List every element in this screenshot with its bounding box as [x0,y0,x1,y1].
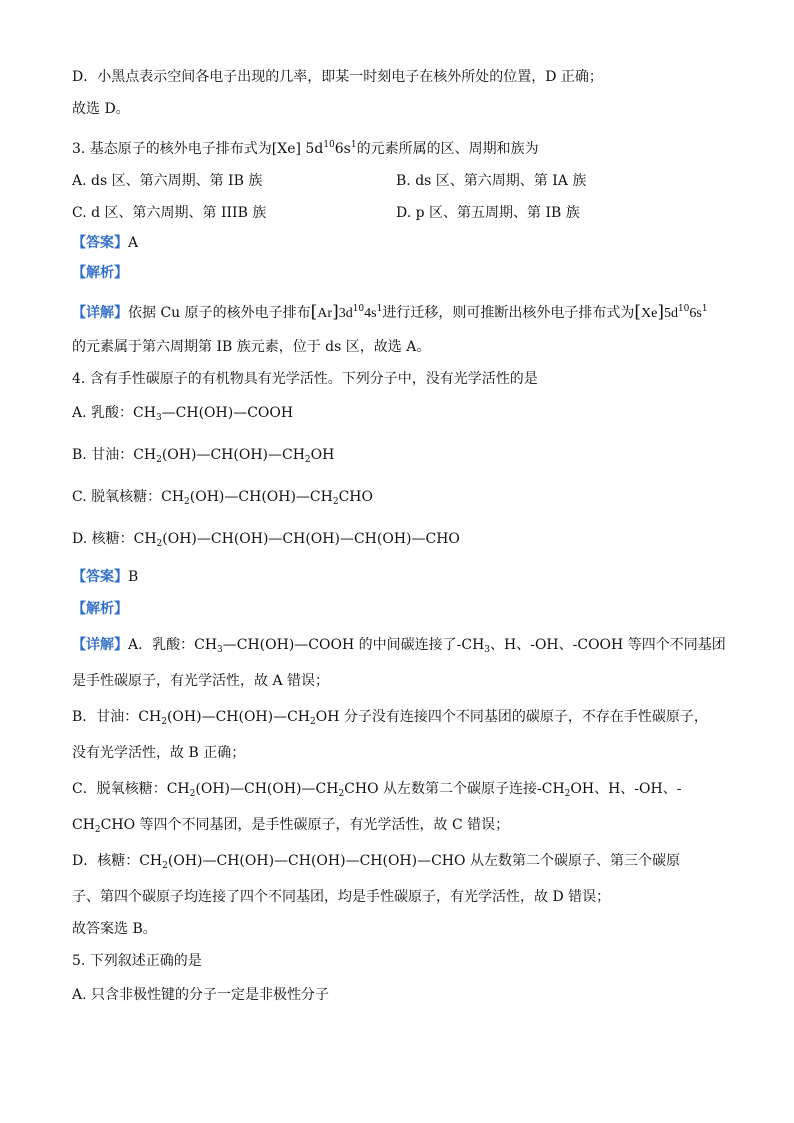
q4-conclusion: 故答案选 B。 [72,921,157,937]
q4-detail-a-cont: 是手性碳原子，有光学活性，故 A 错误； [72,673,330,689]
q4-option-d: D. 核糖：$CH_2(OH)—CH(OH)—CH(OH)—CH(OH)—CHO$ [72,531,460,549]
answer-label: 【答案】 [72,569,128,585]
q4-option-a: A. 乳酸：$CH_3—CH(OH)—COOH$ [72,405,294,423]
q3-detail: 【详解】依据 Cu 原子的核外电子排布$[Ar]3d^{10}4s^1$进行迁移，则可推断出核外电子排布式为$[Xe]5d^{10}6s^1$ [72,302,708,322]
q4-stem: 4. 含有手性碳原子的有机物具有光学活性。下列分子中，没有光学活性的是 [72,371,538,387]
q3-stem: 3. 基态原子的核外电子排布式为[Xe] $5d^{10}6s^1$的元素所属的区、周期和族为 [72,140,539,157]
q3-option-a: A. ds 区、第六周期、第 IB 族 [72,173,263,189]
q4-analysis-label: 【解析】 [72,601,128,617]
q3-answer: 【答案】A [72,235,139,251]
q4-detail-d-cont: 子、第四个碳原子均连接了四个不同基团，均是手性碳原子，有光学活性，故 D 错误； [72,889,611,905]
q4-option-b: B. 甘油：$CH_2(OH)—CH(OH)—CH_2OH$ [72,447,335,465]
q3-option-d: D. p 区、第五周期、第 IB 族 [396,205,580,221]
q4-option-c: C. 脱氧核糖：$CH_2(OH)—CH(OH)—CH_2CHO$ [72,489,373,507]
q3-detail-cont: 的元素属于第六周期第 IB 族元素，位于 ds 区，故选 A。 [72,339,431,355]
q4-detail-c-cont: $CH_2CHO$ 等四个不同基团，是手性碳原子，有光学活性，故 C 错误； [72,817,510,835]
q3-option-b: B. ds 区、第六周期、第 IA 族 [396,173,587,189]
q3-analysis-label: 【解析】 [72,265,128,281]
q4-detail-c: C．脱氧核糖：$CH_2(OH)—CH(OH)—CH_2CHO$ 从左数第二个碳原子连接$-CH_2OH$、H、-OH、- [72,781,682,799]
q4-detail-b: B．甘油：$CH_2(OH)—CH(OH)—CH_2OH$ 分子没有连接四个不同基团的碳原子，不存在手性碳原子， [72,709,708,727]
q3-option-c: C. d 区、第六周期、第 IIIB 族 [72,205,267,221]
q4-answer: 【答案】B [72,569,139,585]
q4-detail-b-cont: 没有光学活性，故 B 正确； [72,745,246,761]
q5-option-a: A. 只含非极性键的分子一定是非极性分子 [72,987,330,1003]
prev-option-d: D．小黑点表示空间各电子出现的几率，即某一时刻电子在核外所处的位置，D 正确； [72,69,603,85]
prev-conclusion: 故选 D。 [72,101,130,117]
answer-label: 【答案】 [72,235,128,251]
q4-detail-a: 【详解】A．乳酸：$CH_3—CH(OH)—COOH$ 的中间碳连接了$-CH_3$、H、-OH、-COOH 等四个不同基团 [72,637,726,655]
q4-detail-d: D．核糖：$CH_2(OH)—CH(OH)—CH(OH)—CH(OH)—CHO$ 从左数第二个碳原子、第三个碳原 [72,853,680,871]
q5-stem: 5. 下列叙述正确的是 [72,953,202,969]
